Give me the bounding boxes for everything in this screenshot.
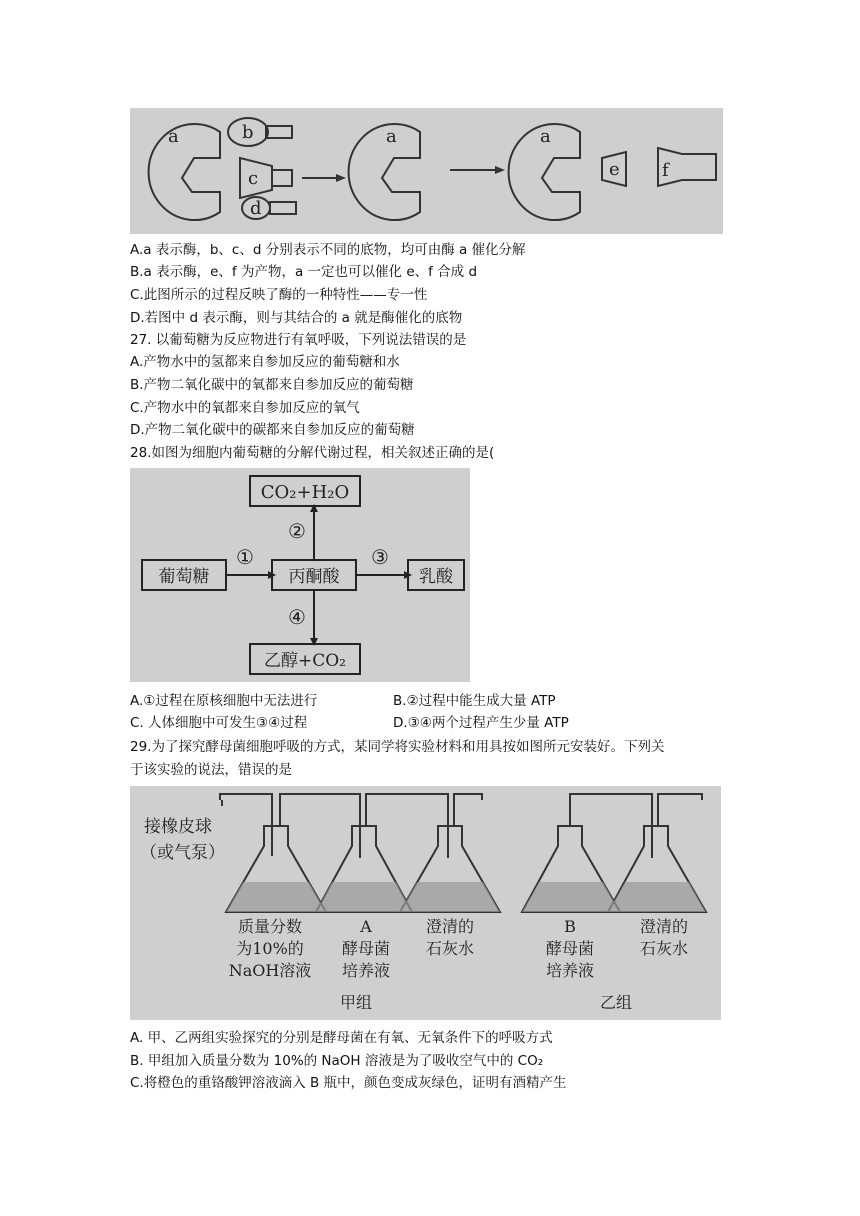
q27-option-c: C.产物水中的氧都来自参加反应的氧气 xyxy=(130,400,360,416)
q28-stem: 28.如图为细胞内葡萄糖的分解代谢过程，相关叙述正确的是( xyxy=(130,445,495,461)
label-a3: a xyxy=(540,126,551,147)
label-e: e xyxy=(609,159,620,180)
flask4-label-2: 酵母菌 xyxy=(545,939,595,958)
glucose-metabolism-diagram xyxy=(130,468,470,682)
label-c: c xyxy=(248,168,259,189)
flask2-label-3: 培养液 xyxy=(341,961,391,980)
q28-option-b: B.②过程中能生成大量 ATP xyxy=(393,693,556,709)
enzyme-figure xyxy=(130,108,723,234)
q28-option-c: C. 人体细胞中可发生③④过程 xyxy=(130,715,308,731)
pump-label-1: 接橡皮球 xyxy=(144,817,212,837)
q27-option-a: A.产物水中的氢都来自参加反应的葡萄糖和水 xyxy=(130,354,400,370)
q28-option-d: D.③④两个过程产生少量 ATP xyxy=(393,715,569,731)
q26-option-a: A.a 表示酶，b、c、d 分别表示不同的底物，均可由酶 a 催化分解 xyxy=(130,242,526,258)
label-a1: a xyxy=(168,126,179,147)
label-d: d xyxy=(250,198,262,219)
flask3-label-2: 石灰水 xyxy=(425,939,475,958)
box-bottom-label: 乙醇+CO₂ xyxy=(263,651,347,671)
flask3-label-1: 澄清的 xyxy=(425,917,475,936)
q27-stem: 27. 以葡萄糖为反应物进行有氧呼吸，下列说法错误的是 xyxy=(130,332,467,348)
pump-label-2: （或气泵） xyxy=(140,843,225,863)
label-b: b xyxy=(242,122,254,143)
q26-option-d: D.若图中 d 表示酶，则与其结合的 a 就是酶催化的底物 xyxy=(130,310,463,326)
box-center-label: 丙酮酸 xyxy=(288,567,340,587)
box-right-label: 乳酸 xyxy=(419,567,453,587)
q26-option-b: B.a 表示酶，e、f 为产物，a 一定也可以催化 e、f 合成 d xyxy=(130,264,478,280)
flask4-label-3: 培养液 xyxy=(545,961,595,980)
step-4: ④ xyxy=(288,605,306,629)
step-3: ③ xyxy=(371,545,389,569)
yeast-respiration-apparatus xyxy=(130,786,721,1020)
q29-stem-line2: 于该实验的说法，错误的是 xyxy=(130,762,292,778)
flask5-label-2: 石灰水 xyxy=(639,939,689,958)
q29-option-b: B. 甲组加入质量分数为 10%的 NaOH 溶液是为了吸收空气中的 CO₂ xyxy=(130,1053,544,1069)
label-f: f xyxy=(662,160,669,181)
flask1-label-3: NaOH溶液 xyxy=(228,961,312,980)
group-2-label: 乙组 xyxy=(599,993,633,1012)
q28-option-a: A.①过程在原核细胞中无法进行 xyxy=(130,693,318,709)
flask5-label-1: 澄清的 xyxy=(639,917,689,936)
q27-option-d: D.产物二氧化碳中的碳都来自参加反应的葡萄糖 xyxy=(130,422,415,438)
flask2-label-1: A xyxy=(360,917,372,936)
label-a2: a xyxy=(386,126,397,147)
q29-option-c: C.将橙色的重铬酸钾溶液滴入 B 瓶中，颜色变成灰绿色，证明有酒精产生 xyxy=(130,1075,567,1091)
flask4-label-1: B xyxy=(564,917,576,936)
q29-stem-line1: 29.为了探究酵母菌细胞呼吸的方式，某同学将实验材料和用具按如图所元安装好。下列关 xyxy=(130,739,665,755)
step-1: ① xyxy=(236,545,254,569)
box-left-label: 葡萄糖 xyxy=(158,567,210,587)
flask2-label-2: 酵母菌 xyxy=(341,939,391,958)
step-2: ② xyxy=(288,519,306,543)
q29-option-a: A. 甲、乙两组实验探究的分别是酵母菌在有氧、无氧条件下的呼吸方式 xyxy=(130,1030,553,1046)
enzyme-a-shape xyxy=(149,124,220,220)
enzyme-a-shape-2 xyxy=(349,124,420,220)
box-top-label: CO₂+H₂O xyxy=(260,482,350,503)
flask1-label-2: 为10%的 xyxy=(236,939,304,958)
q27-option-b: B.产物二氧化碳中的氧都来自参加反应的葡萄糖 xyxy=(130,377,414,393)
group-1-label: 甲组 xyxy=(339,993,373,1012)
flask1-label-1: 质量分数 xyxy=(237,917,303,936)
q26-option-c: C.此图所示的过程反映了酶的一种特性——专一性 xyxy=(130,287,428,303)
